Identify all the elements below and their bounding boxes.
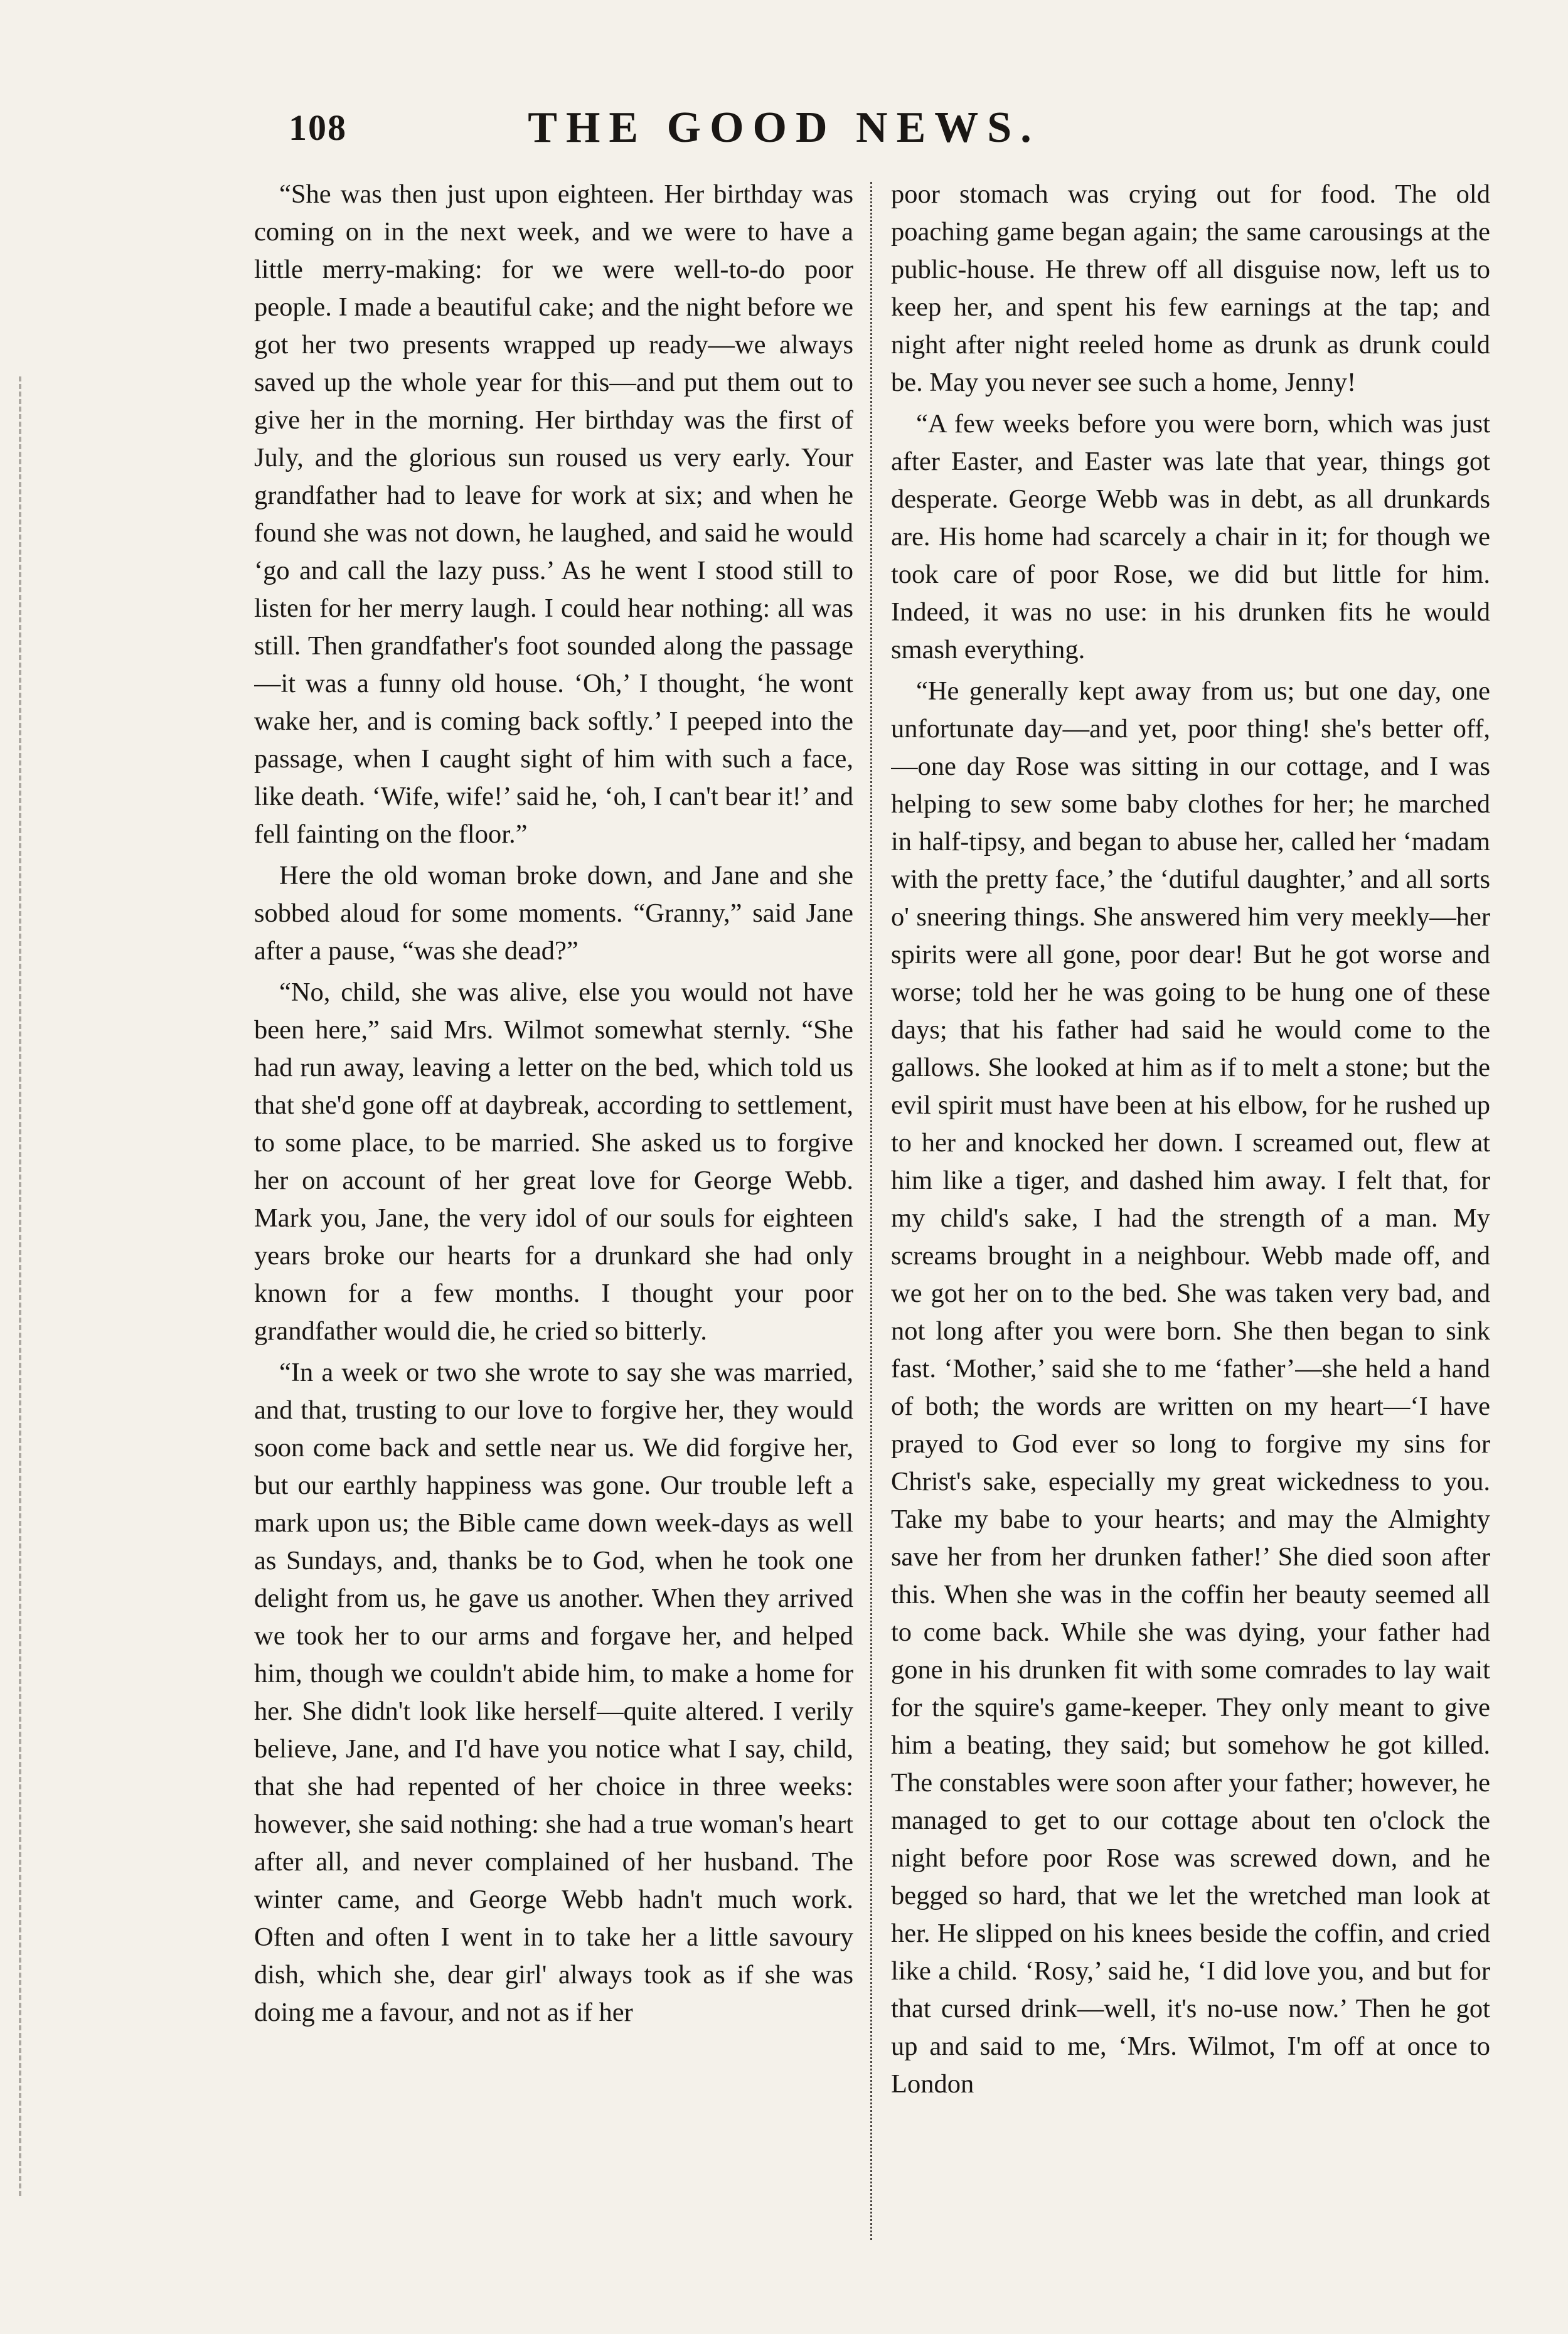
column-divider: [870, 182, 872, 2240]
right-column: [891, 176, 1490, 2240]
paragraph: “A few weeks before you were born, which was just after Easter, and Easter was late that year, things got desperate. George Webb was in debt, as all drunkards are. His home had scarcely a chair in it; for though we took care of poor Rose, we did but little for him. Indeed, it was no use: in his drunken fits he would smash everything.: [891, 409, 1490, 664]
page-header: [0, 94, 1568, 163]
paragraph: “He generally kept away from us; but one day, one unfortunate day—and yet, poor thing! she's better off,—one day Rose was sitting in our cottage, and I was helping to sew some baby clothes for her; he marched in half-tipsy, and began to abuse her, called her ‘madam with the pretty face,’ the ‘dutiful daughter,’ and all sorts o' sneering things. She answered him very meekly—her spirits were all gone, poor dear! But he got worse and worse; told her he was going to be hung one of these days; that his father had said he would come to the gallows. She looked at him as if to melt a stone; but the evil spirit must have been at his elbow, for he rushed up to her and knocked her down. I screamed out, flew at him like a tiger, and dashed him away. I felt that, for my child's sake, I had the strength of a man. My screams brought in a neighbour. Webb made off, and we got her on to the bed. She was taken very bad, and not long after you were born. She then began to sink fast. ‘Mother,’ said she to me ‘father’—she held a hand of both; the words are written on my heart—‘I have prayed to God ever so long to forgive my sins for Christ's sake, especially my great wickedness to you. Take my babe to your hearts; and may the Almighty save her from her drunken father!’ She died soon after this. When she was in the coffin her beauty seemed all to come back. While she was dying, your father had gone in his drunken fit with some comrades to lay wait for the squire's game-keeper. They only meant to give him a beating, they said; but somehow he got killed. The constables were soon after your father; however, he managed to get to our cottage about ten o'clock the night before poor Rose was screwed down, and he begged so hard, that we let the wretched man look at her. He slipped on his knees beside the coffin, and cried like a child. ‘Rosy,’ said he, ‘I did love you, and but for that cursed drink—well, it's no-use now.’ Then he got up and said to me, ‘Mrs. Wilmot, I'm off at once to London: [891, 676, 1490, 2099]
paragraph: “No, child, she was alive, else you would not have been here,” said Mrs. Wilmot somewhat sternly. “She had run away, leaving a letter on the bed, which told us that she'd gone off at daybreak, according to settlement, to some place, to be married. She asked us to forgive her on account of her great love for George Webb. Mark you, Jane, the very idol of our souls for eighteen years broke our hearts for a drunkard she had only known for a few months. I thought your poor grandfather would die, he cried so bitterly.: [254, 978, 853, 1346]
paragraph: Here the old woman broke down, and Jane and she sobbed aloud for some moments. “Granny,” said Jane after a pause, “was she dead?”: [254, 861, 853, 966]
paragraph: poor stomach was crying out for food. The old poaching game began again; the same carousings at the public-house. He threw off all disguise now, left us to keep her, and spent his few earnings at the tap; and night after night reeled home as drunk as drunk could be. May you never see such a home, Jenny!: [891, 179, 1490, 397]
page-number: 108: [289, 107, 347, 148]
paragraph: “She was then just upon eighteen. Her birthday was coming on in the next week, and we were to have a little merry-making: for we were well-to-do poor people. I made a beautiful cake; and the night before we got her two presents wrapped up ready—we always saved up the whole year for this—and put them out to give her in the morning. Her birthday was the first of July, and the glorious sun roused us very early. Your grandfather had to leave for work at six; and when he found she was not down, he laughed, and said he would ‘go and call the lazy puss.’ As he went I stood still to listen for her merry laugh. I could hear nothing: all was still. Then grandfather's foot sounded along the passage—it was a funny old house. ‘Oh,’ I thought, ‘he wont wake her, and is coming back softly.’ I peeped into the passage, when I caught sight of him with such a face, like death. ‘Wife, wife!’ said he, ‘oh, I can't bear it!’ and fell fainting on the floor.”: [254, 179, 853, 849]
paragraph: “In a week or two she wrote to say she was married, and that, trusting to our love to forgive her, they would soon come back and settle near us. We did forgive her, but our earthly happiness was gone. Our trouble left a mark upon us; the Bible came down week-days as well as Sundays, and, thanks be to God, when he took one delight from us, he gave us another. When they arrived we took her to our arms and forgave her, and helped him, though we couldn't abide him, to make a home for her. She didn't look like herself—quite altered. I verily believe, Jane, and I'd have you notice what I say, child, that she had repented of her choice in three weeks: however, she said nothing: she had a true woman's heart after all, and never complained of her husband. The winter came, and George Webb hadn't much work. Often and often I went in to take her a little savoury dish, which she, dear girl' always took as if she was doing me a favour, and not as if her: [254, 1358, 853, 2027]
running-title: THE GOOD NEWS.: [528, 104, 1040, 152]
margin-scan-marks: [19, 376, 97, 2196]
left-column: [254, 176, 853, 2240]
